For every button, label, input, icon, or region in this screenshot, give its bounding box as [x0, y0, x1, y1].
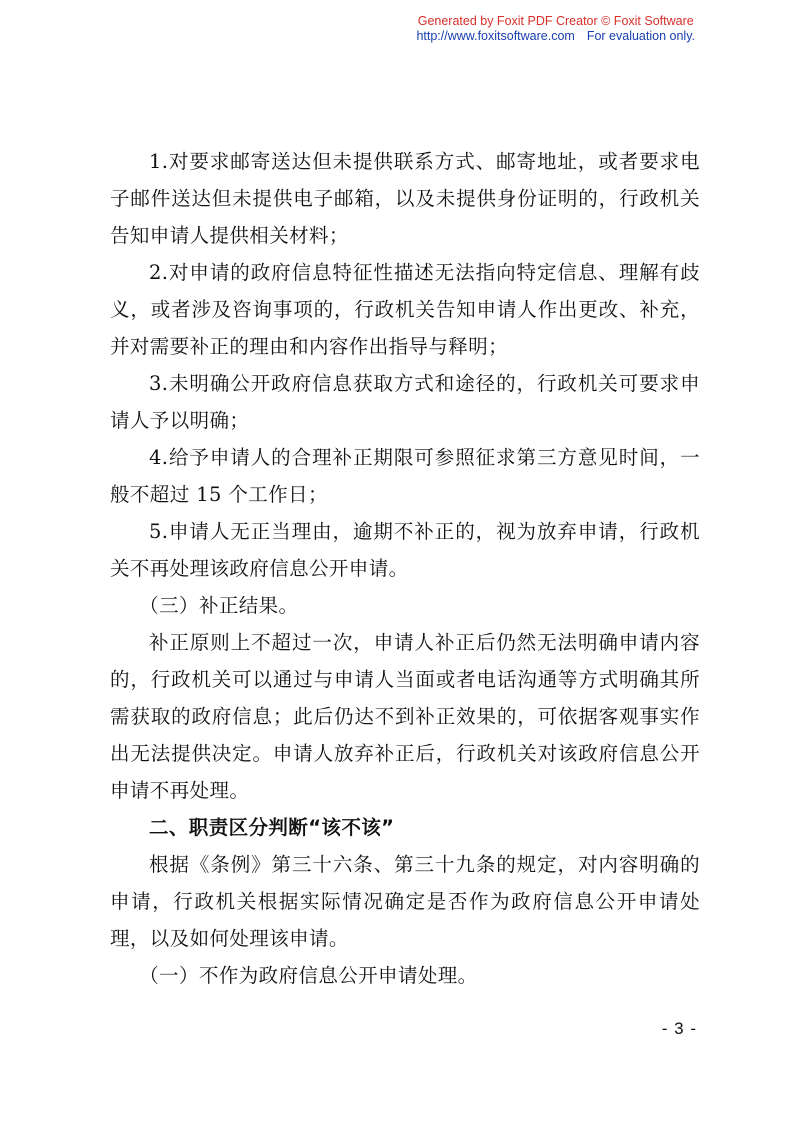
section-heading-correction-result: （三）补正结果。 [139, 594, 299, 617]
paragraph-item-1: 1.对要求邮寄送达但未提供联系方式、邮寄地址，或者要求电子邮件送达但未提供电子邮箱，以及未提供身份证明的，行政机关告知申请人提供相关材料； [110, 150, 700, 247]
document-body [110, 143, 700, 994]
watermark-generated-by: Generated by Foxit PDF Creator © Foxit Software [417, 14, 694, 28]
watermark-url-line [416, 29, 695, 44]
paragraph-correction-principle: 补正原则上不超过一次，申请人补正后仍然无法明确申请内容的，行政机关可以通过与申请人当面或者电话沟通等方式明确其所需获取的政府信息；此后仍达不到补正效果的，可依据客观事实作出无法提供决定。申请人放弃补正后，行政机关对该政府信息公开申请不再处理。 [110, 631, 700, 802]
page-number: - 3 - [661, 1019, 697, 1038]
paragraph-regulation-basis: 根据《条例》第三十六条、第三十九条的规定，对内容明确的申请，行政机关根据实际情况确定是否作为政府信息公开申请处理，以及如何处理该申请。 [110, 853, 700, 950]
watermark-url: http://www.foxitsoftware.com [416, 29, 575, 43]
paragraph-item-3: 3.未明确公开政府信息获取方式和途径的，行政机关可要求申请人予以明确； [110, 372, 700, 432]
section-heading-not-processed: （一）不作为政府信息公开申请处理。 [139, 964, 478, 987]
foxit-watermark [416, 14, 695, 44]
section-heading-responsibility: 二、职责区分判断“该不该” [149, 816, 395, 839]
watermark-evaluation-note: For evaluation only. [586, 29, 695, 43]
paragraph-item-5: 5.申请人无正当理由，逾期不补正的，视为放弃申请，行政机关不再处理该政府信息公开申请。 [110, 520, 700, 580]
paragraph-item-4: 4.给予申请人的合理补正期限可参照征求第三方意见时间，一般不超过 15 个工作日； [110, 446, 700, 506]
paragraph-item-2: 2.对申请的政府信息特征性描述无法指向特定信息、理解有歧义，或者涉及咨询事项的，行政机关告知申请人作出更改、补充，并对需要补正的理由和内容作出指导与释明； [110, 261, 700, 358]
